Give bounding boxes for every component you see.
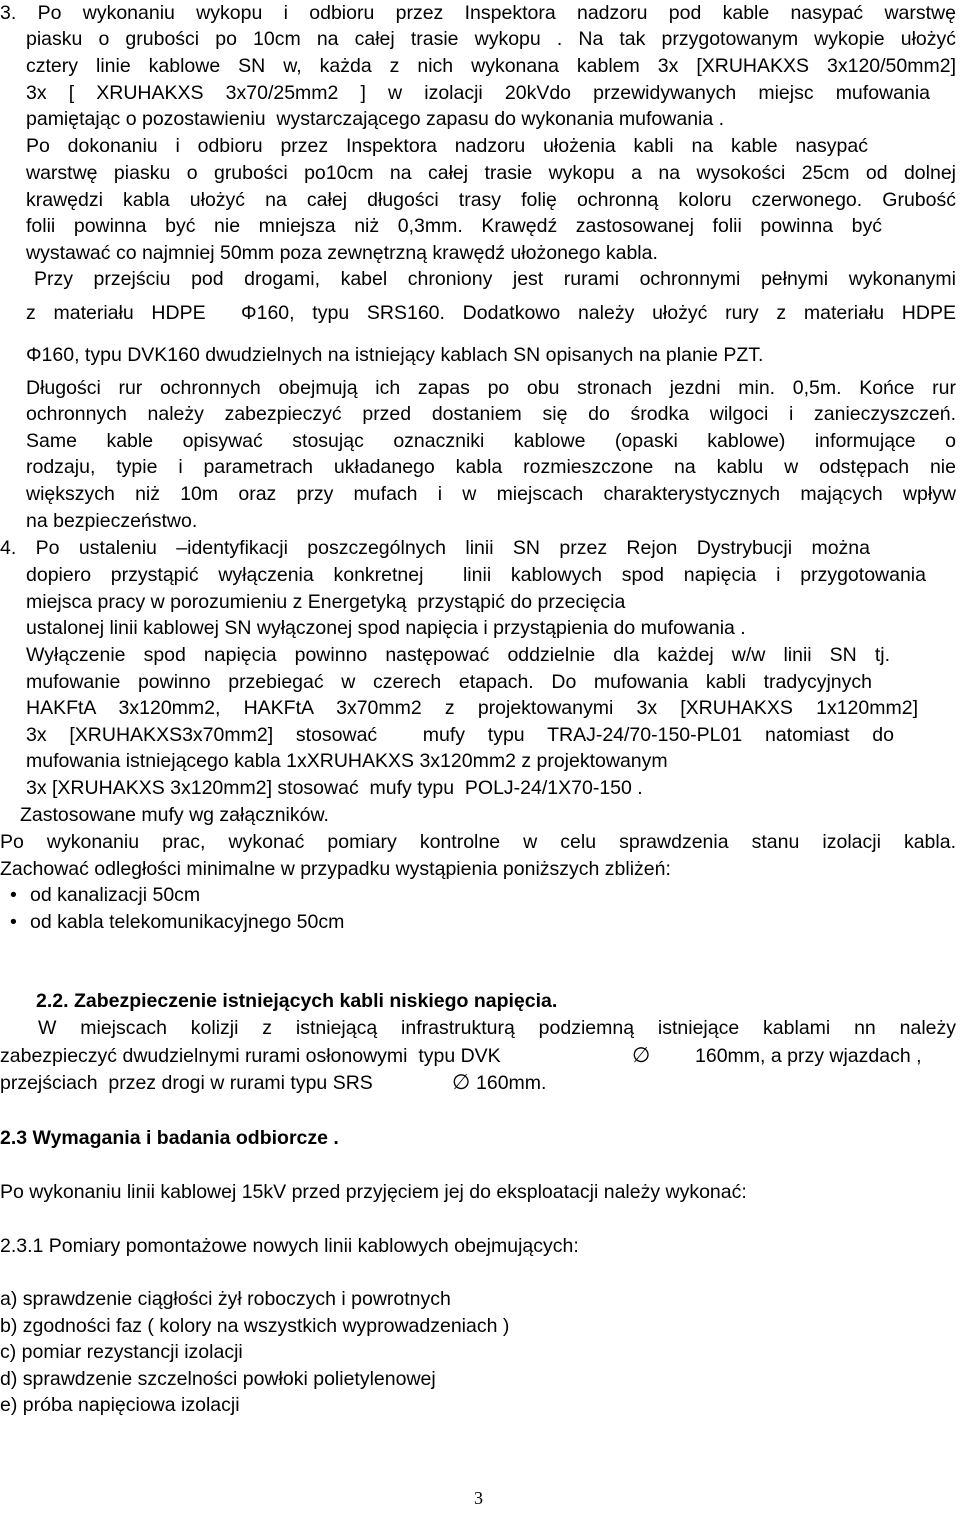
- sec3-line-12: z materiału HDPE Φ160, typu SRS160. Dodatkowo należy ułożyć rury z materiału HDPE: [26, 302, 956, 324]
- list-item-b: b) zgodności faz ( kolory na wszystkich wyprowadzeniach ): [0, 1315, 510, 1337]
- sec3-line-13: Φ160, typu DVK160 dwudzielnych na istniejący kablach SN opisanych na planie PZT.: [26, 344, 764, 366]
- sec3-line-3: cztery linie kablowe SN w, każda z nich wykonana kablem 3x [XRUHAKXS 3x120/50mm2]: [26, 55, 956, 77]
- after-line-1: Po wykonaniu prac, wykonać pomiary kontrolne w celu sprawdzenia stanu izolacji kabla.: [0, 831, 956, 853]
- sec3-line-18: większych niż 10m oraz przy mufach i w miejscach charakterystycznych mających wpływ: [26, 483, 956, 505]
- sec3-line-4: 3x [ XRUHAKXS 3x70/25mm2 ] w izolacji 20kVdo przewidywanych miejsc mufowania: [26, 82, 930, 104]
- sec3-line-17: rodzaju, typie i parametrach układanego kabla rozmieszczone na kablu w odstępach nie: [26, 456, 956, 478]
- sec4-line-6: mufowanie powinno przebiegać w czerech etapach. Do mufowania kabli tradycyjnych: [26, 671, 872, 693]
- bullet-1: •: [10, 884, 17, 906]
- list-item-c: c) pomiar rezystancji izolacji: [0, 1341, 243, 1363]
- sec3-line-6: Po dokonaniu i odbioru przez Inspektora nadzoru ułożenia kabli na kable nasypać: [26, 135, 868, 157]
- sec3-line-5: pamiętając o pozostawieniu wystarczającego zapasu do wykonania mufowania .: [26, 108, 725, 130]
- list-item-e: e) próba napięciowa izolacji: [0, 1394, 240, 1416]
- bullet-item-2: od kabla telekomunikacyjnego 50cm: [30, 911, 345, 933]
- sec4-line-8: 3x [XRUHAKXS3x70mm2] stosować mufy typu TRAJ-24/70-150-PL01 natomiast do: [26, 724, 894, 746]
- sec3-line-10: wystawać co najmniej 50mm poza zewnętrzną krawędź ułożonego kabla.: [26, 242, 658, 264]
- s22-line-1: W miejscach kolizji z istniejącą infrastrukturą podziemną istniejące kablami nn należy: [38, 1017, 956, 1039]
- sec4-line-7: HAKFtA 3x120mm2, HAKFtA 3x70mm2 z projektowanymi 3x [XRUHAKXS 1x120mm2]: [26, 697, 918, 719]
- sec4-line-2: dopiero przystąpić wyłączenia konkretnej linii kablowych spod napięcia i przygotowania: [26, 564, 926, 586]
- sec3-line-2: piasku o grubości po 10cm na całej trasie wykopu . Na tak przygotowanym wykopie ułożyć: [26, 28, 956, 50]
- sec4-line-3: miejsca pracy w porozumieniu z Energetyką przystąpić do przecięcia: [26, 591, 626, 613]
- heading-2-3: 2.3 Wymagania i badania odbiorcze .: [0, 1127, 339, 1149]
- sec3-line-19: na bezpieczeństwo.: [26, 510, 198, 532]
- sec3-line-11: Przy przejściu pod drogami, kabel chroniony jest rurami ochronnymi pełnymi wykonanymi: [34, 268, 956, 290]
- sec4-line-10: 3x [XRUHAKXS 3x120mm2] stosować mufy typu POLJ-24/1X70-150 .: [26, 777, 643, 799]
- bullet-item-1: od kanalizacji 50cm: [30, 884, 201, 906]
- after-line-2: Zachować odległości minimalne w przypadku wystąpienia poniższych zbliżeń:: [0, 858, 671, 880]
- list-item-a: a) sprawdzenie ciągłości żył roboczych i powrotnych: [0, 1288, 451, 1310]
- sec4-line-4: ustalonej linii kablowej SN wyłączonej spod napięcia i przystąpienia do mufowania .: [26, 617, 746, 639]
- sec3-line-8: krawędzi kabla ułożyć na całej długości trasy folię ochronną koloru czerwonego. Grubość: [26, 189, 956, 211]
- s23-subheading: 2.3.1 Pomiary pomontażowe nowych linii kablowych obejmujących:: [0, 1235, 579, 1257]
- sec3-line-15: ochronnych należy zabezpieczyć przed dostaniem się do środka wilgoci i zanieczyszczeń.: [26, 403, 956, 425]
- heading-2-2: 2.2. Zabezpieczenie istniejących kabli niskiego napięcia.: [36, 990, 558, 1012]
- s22-line-2b: 160mm, a przy wjazdach ,: [695, 1045, 922, 1067]
- diameter-symbol-1: ∅: [632, 1044, 651, 1067]
- s22-line-3b: 160mm.: [476, 1072, 547, 1094]
- page-number: 3: [474, 1488, 483, 1508]
- sec3-line-14: Długości rur ochronnych obejmują ich zapas po obu stronach jezdni min. 0,5m. Końce rur: [26, 377, 956, 399]
- s22-line-2a: zabezpieczyć dwudzielnymi rurami osłonowymi typu DVK: [0, 1045, 501, 1067]
- sec4-line-11: Zastosowane mufy wg załączników.: [20, 804, 329, 826]
- sec3-line-9: folii powinna być nie mniejsza niż 0,3mm. Krawędź zastosowanej folii powinna być: [26, 215, 882, 237]
- sec4-line-1: 4. Po ustaleniu –identyfikacji poszczególnych linii SN przez Rejon Dystrybucji można: [0, 537, 870, 559]
- s23-intro: Po wykonaniu linii kablowej 15kV przed przyjęciem jej do eksploatacji należy wykonać:: [0, 1181, 747, 1203]
- bullet-2: •: [10, 911, 17, 933]
- sec4-line-5: Wyłączenie spod napięcia powinno następować oddzielnie dla każdej w/w linii SN tj.: [26, 644, 890, 666]
- diameter-symbol-2: ∅: [452, 1071, 471, 1094]
- sec4-line-9: mufowania istniejącego kabla 1xXRUHAKXS 3x120mm2 z projektowanym: [26, 750, 668, 772]
- sec3-line-7: warstwę piasku o grubości po10cm na całej trasie wykopu a na wysokości 25cm od dolnej: [26, 162, 956, 184]
- sec3-line-16: Same kable opisywać stosując oznaczniki kablowe (opaski kablowe) informujące o: [26, 430, 956, 452]
- list-item-d: d) sprawdzenie szczelności powłoki polietylenowej: [0, 1368, 436, 1390]
- sec3-line-1: 3. Po wykonaniu wykopu i odbioru przez Inspektora nadzoru pod kable nasypać warstwę: [0, 2, 956, 24]
- s22-line-3a: przejściach przez drogi w rurami typu SRS: [0, 1072, 373, 1094]
